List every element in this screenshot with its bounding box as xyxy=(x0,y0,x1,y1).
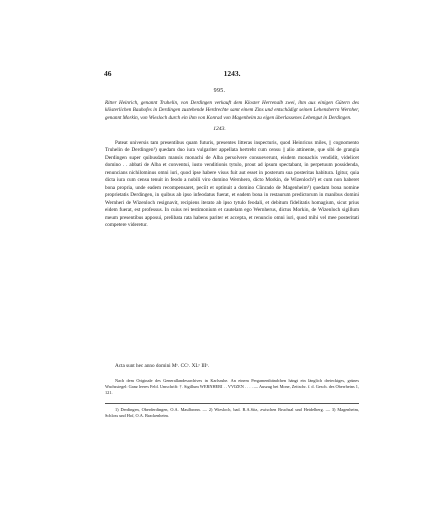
document-number: 995. xyxy=(213,88,226,94)
charter-paragraph: Pateat universis tam presentibus quam futuris, presentes litteras inspecturis, quod Heinricus miles, || cognomento Truhelin de Derdingen¹) quedam duo iura vulgariter appellata hertreht cum censu || alio attinente, que sibi de grangia Derdingen super quibusdam mansis monachi de Alba persolvere consueverunt, eisdem monachis vendidit, videlicet domino . . abbati de Alba et conventui, iusto venditionis tytulo, prout ad ipsum spectabant, in perpetuum possidenda, renuncians nichilominus omni iuri, quod ipse habere visus fuit aut esset in posterum sua posteritas habitura. Igitur, quia dicta iura cum censu tenuit in feodo a nobili viro domino Wernhero, dicto Morkin, de Wizenloch²) et cum non haberet bona propria, unde eadem recompensaret, peciit et optinuit a domino Cůnrado de Magenheim³) quedam bona nomine proprietatis Derdingen, in quibus ab ipso infeodatus fuerat, et eadem bona in restaurum predictorum in manibus domini Wernheri de Wizenloch resignavit, recipiens iterato ab ipso tytulo feodali, et debitum fidelitatis homagium, sicut prius eidem fuerat, est professus. In cuius rei testimonium et cautelam ego Wernherus, dictus Morkin, de Wizenloch sigillum meum presentibus apposui, prelibata rata habens pariter et accepta, et renuncio omni iuri, quod mihi vel mee posteritati competere videretur. xyxy=(105,140,359,228)
running-header xyxy=(104,69,360,81)
document-date: 1243. xyxy=(213,126,226,132)
regest-summary: Ritter Heinrich, genannt Truhelin, von Derdingen verkauft dem Kloster Herrenalb zwei, ihm aus einigen Gütern des klösterlichen Bauhofes in Derdingen zustehende Herdrechte samt einem Zins und entschädigt seinen Lehensherrn Wernher, genannt Morkin, von Wiesloch durch ein ihm von Konrad von Magenheim zu eigen überlassenes Lehengut in Derdingen. xyxy=(105,100,359,121)
archival-note: Nach dem Originale des Generallandesarchives in Karlsruhe. An einem Pergamentbändchen hängt ein länglich dreieckiges, grünes Wachssiegel: Ganz leeres Feld. Umschrift: †. Sigillum WERNHERI . . VVIZEN . . . . — Auszug bei Mone, Zeitschr. f. d. Gesch. des Oberrheins 1, 121. xyxy=(105,378,359,396)
charter-text xyxy=(105,140,359,229)
page-number: 46 xyxy=(104,69,112,78)
header-year: 1243. xyxy=(223,69,241,78)
dating-clause: Acta sunt hec anno domini Mᵒ. CCᵒ. XLᵒ IIIᵒ. xyxy=(115,363,210,369)
footnotes: 1) Derdingen, Oberderdingen, O.A. Maulbronn. — 2) Wiesloch, bad. B.A.Sitz, zwischen Bruchsal und Heidelberg. — 3) Magenheim, Schloss und Hof, O.A. Brackenheim. xyxy=(105,407,359,419)
footnote-divider xyxy=(105,403,359,404)
